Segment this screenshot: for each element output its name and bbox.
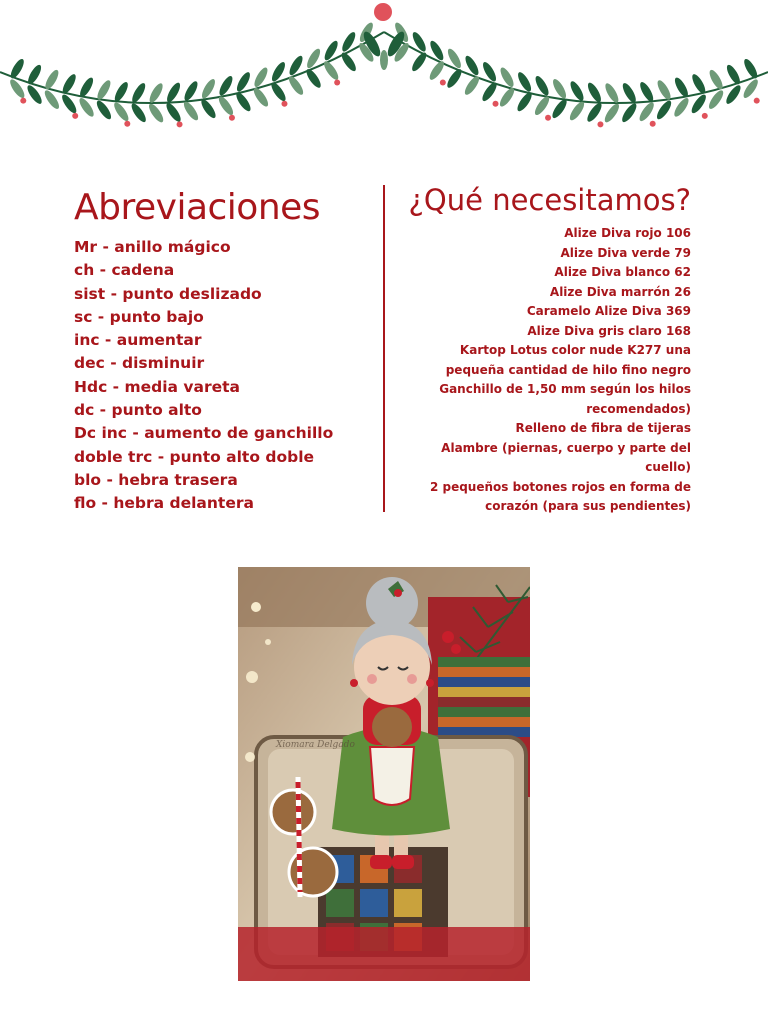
leaf-icon	[462, 74, 481, 97]
leaf-icon	[410, 30, 428, 53]
leaf-icon	[251, 86, 270, 109]
leaf-icon	[637, 100, 656, 123]
leaf-icon	[602, 102, 621, 125]
berry-icon	[20, 98, 26, 104]
material-item: Alize Diva verde 79	[560, 245, 691, 260]
leaf-icon	[147, 81, 165, 104]
leaf-icon	[164, 101, 183, 124]
berry-icon	[72, 113, 78, 119]
leaf-icon	[585, 101, 604, 124]
berry-icon	[702, 113, 708, 119]
leaf-icon	[165, 81, 183, 104]
material-item: Kartop Lotus color nude K277 una pequeña cantidad de hilo fino negro	[445, 343, 691, 377]
leaf-icon	[147, 102, 166, 125]
material-item: Alize Diva blanco 62	[554, 265, 691, 279]
materials-list	[400, 224, 691, 517]
abbreviation-item: Mr - anillo mágico	[74, 238, 231, 256]
column-divider	[383, 185, 385, 512]
berry-icon	[229, 115, 235, 121]
christmas-garland-icon	[0, 0, 768, 170]
material-item: Alize Diva marrón 26	[549, 284, 691, 299]
leaf-icon	[532, 94, 551, 117]
materials-title: ¿Qué necesitamos?	[408, 183, 691, 217]
berry-icon	[281, 101, 287, 107]
leaf-icon	[620, 102, 639, 125]
leaf-icon	[620, 81, 638, 104]
leaf-icon	[638, 80, 656, 103]
leaf-icon	[742, 57, 760, 80]
leaf-icon	[339, 51, 358, 74]
leaf-icon	[269, 80, 288, 103]
leaf-icon	[427, 59, 446, 82]
berry-icon	[597, 121, 603, 127]
leaf-icon	[8, 57, 26, 80]
abbreviations-title: Abreviaciones	[74, 187, 321, 228]
leaf-icon	[655, 78, 673, 101]
leaf-icon	[322, 59, 341, 82]
leaf-icon	[130, 81, 148, 104]
ornament-icon	[374, 3, 392, 21]
leaf-icon	[724, 63, 742, 86]
material-item: Ganchillo de 1,50 mm según los hilos recomendados)	[439, 382, 691, 416]
material-item: Caramelo Alize Diva 369	[526, 304, 691, 318]
abbreviation-item: sc - punto bajo	[74, 307, 204, 326]
leaf-icon	[690, 72, 708, 95]
abbreviation-item: ch - cadena	[74, 261, 175, 280]
leaf-icon	[26, 63, 44, 86]
leaf-icon	[94, 99, 113, 122]
photo-watermark: Xiomara Delgado	[276, 740, 355, 750]
leaf-icon	[78, 76, 96, 99]
berry-icon	[177, 121, 183, 127]
material-item: Alize Diva gris claro 168	[527, 323, 691, 338]
berry-icon	[650, 121, 656, 127]
leaf-icon	[60, 72, 78, 95]
abbreviations-section	[74, 184, 374, 516]
leaf-icon	[550, 97, 569, 120]
leaf-icon	[445, 67, 464, 90]
abbreviation-item: Hdc - media vareta	[74, 377, 240, 396]
abbreviation-item: Dc inc - aumento de ganchillo	[74, 424, 334, 443]
leaf-icon	[43, 68, 61, 91]
berry-icon	[334, 80, 340, 86]
material-item: Alambre (piernas, cuerpo y parte del cuello)	[441, 440, 691, 474]
abbreviations-list	[74, 236, 374, 516]
leaf-icon	[410, 51, 429, 74]
leaf-icon	[603, 81, 621, 104]
leaf-icon	[234, 91, 253, 114]
abbreviation-item: blo - hebra trasera	[74, 470, 238, 489]
leaf-icon	[286, 74, 305, 97]
leaf-icon	[707, 68, 725, 91]
leaf-icon	[216, 94, 235, 117]
material-item: 2 pequeños botones rojos en forma de corazón (para sus pendientes)	[429, 479, 691, 513]
berry-icon	[754, 98, 760, 104]
leaf-icon	[380, 50, 388, 70]
leaf-icon	[585, 81, 603, 104]
leaf-icon	[199, 97, 218, 120]
leaf-icon	[567, 100, 586, 123]
abbreviation-item: inc - aumentar	[74, 331, 202, 350]
abbreviation-item: dc - punto alto	[74, 401, 202, 420]
leaf-icon	[515, 91, 534, 114]
material-item: Relleno de fibra de tijeras	[515, 421, 691, 435]
leaf-icon	[112, 80, 130, 103]
abbreviation-item: flo - hebra delantera	[74, 494, 254, 513]
abbreviation-item: dec - disminuir	[74, 354, 205, 373]
leaf-icon	[340, 30, 358, 53]
leaf-icon	[182, 79, 200, 102]
abbreviation-item: doble trc - punto alto doble	[74, 447, 315, 466]
berry-icon	[545, 115, 551, 121]
berry-icon	[124, 121, 130, 127]
leaf-icon	[95, 78, 113, 101]
leaf-icon	[112, 100, 131, 123]
leaf-icon	[181, 100, 200, 123]
leaf-icon	[129, 102, 148, 125]
leaf-icon	[480, 80, 499, 103]
berry-icon	[493, 101, 499, 107]
abbreviation-item: sist - punto deslizado	[74, 284, 262, 303]
leaf-icon	[672, 76, 690, 99]
materials-section	[400, 176, 691, 517]
berry-icon	[440, 80, 446, 86]
material-item: Alize Diva rojo 106	[564, 226, 691, 240]
leaf-icon	[497, 86, 516, 109]
leaf-icon	[654, 99, 673, 122]
doll-photo	[238, 567, 530, 981]
leaf-icon	[568, 79, 586, 102]
leaf-icon	[304, 67, 323, 90]
